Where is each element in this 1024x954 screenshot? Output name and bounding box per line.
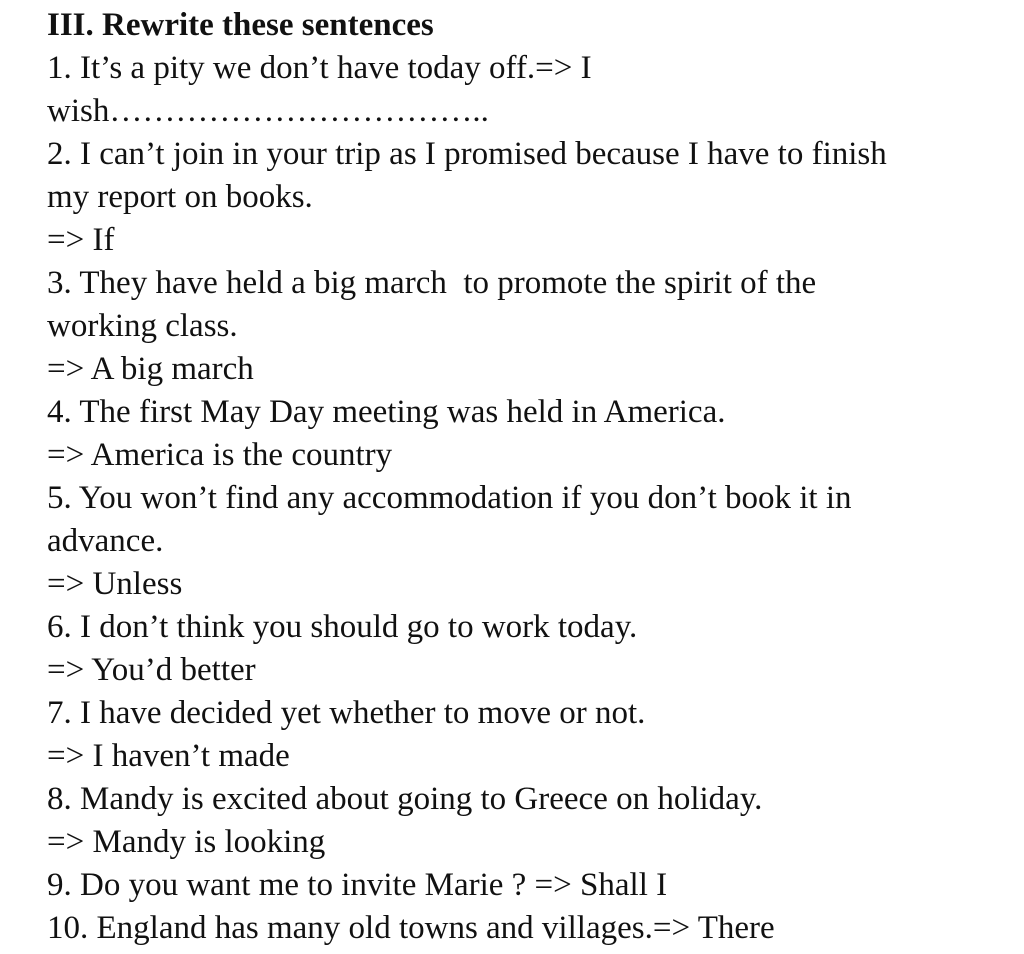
- exercise-line-6-prompt: 6. I don’t think you should go to work today.: [47, 609, 638, 645]
- exercise-title: III. Rewrite these sentences: [47, 7, 434, 43]
- exercise-line-2-answer: => If: [47, 222, 115, 258]
- exercise-line-2-prompt-cont: my report on books.: [47, 179, 313, 215]
- exercise-line-10: 10. England has many old towns and villages.=> There: [47, 910, 775, 946]
- exercise-line-3-prompt: 3. They have held a big march to promote the spirit of the: [47, 265, 817, 301]
- exercise-line-5-answer: => Unless: [47, 566, 183, 602]
- exercise-line-5-prompt: 5. You won’t find any accommodation if you don’t book it in: [47, 480, 852, 516]
- exercise-line-9: 9. Do you want me to invite Marie ? => Shall I: [47, 867, 668, 903]
- exercise-document: [47, 4, 1007, 950]
- exercise-line-8-answer: => Mandy is looking: [47, 824, 326, 860]
- exercise-line-7-prompt: 7. I have decided yet whether to move or not.: [47, 695, 646, 731]
- exercise-line-5-prompt-cont: advance.: [47, 523, 164, 559]
- exercise-line-1-answer: wish……………………………..: [47, 93, 489, 129]
- exercise-line-7-answer: => I haven’t made: [47, 738, 290, 774]
- exercise-line-4-prompt: 4. The first May Day meeting was held in America.: [47, 394, 726, 430]
- exercise-line-1-prompt: 1. It’s a pity we don’t have today off.=> I: [47, 50, 592, 86]
- exercise-line-3-answer: => A big march: [47, 351, 254, 387]
- exercise-line-8-prompt: 8. Mandy is excited about going to Greece on holiday.: [47, 781, 763, 817]
- exercise-line-4-answer: => America is the country: [47, 437, 393, 473]
- exercise-line-6-answer: => You’d better: [47, 652, 256, 688]
- exercise-line-2-prompt: 2. I can’t join in your trip as I promised because I have to finish: [47, 136, 887, 172]
- exercise-line-3-prompt-cont: working class.: [47, 308, 238, 344]
